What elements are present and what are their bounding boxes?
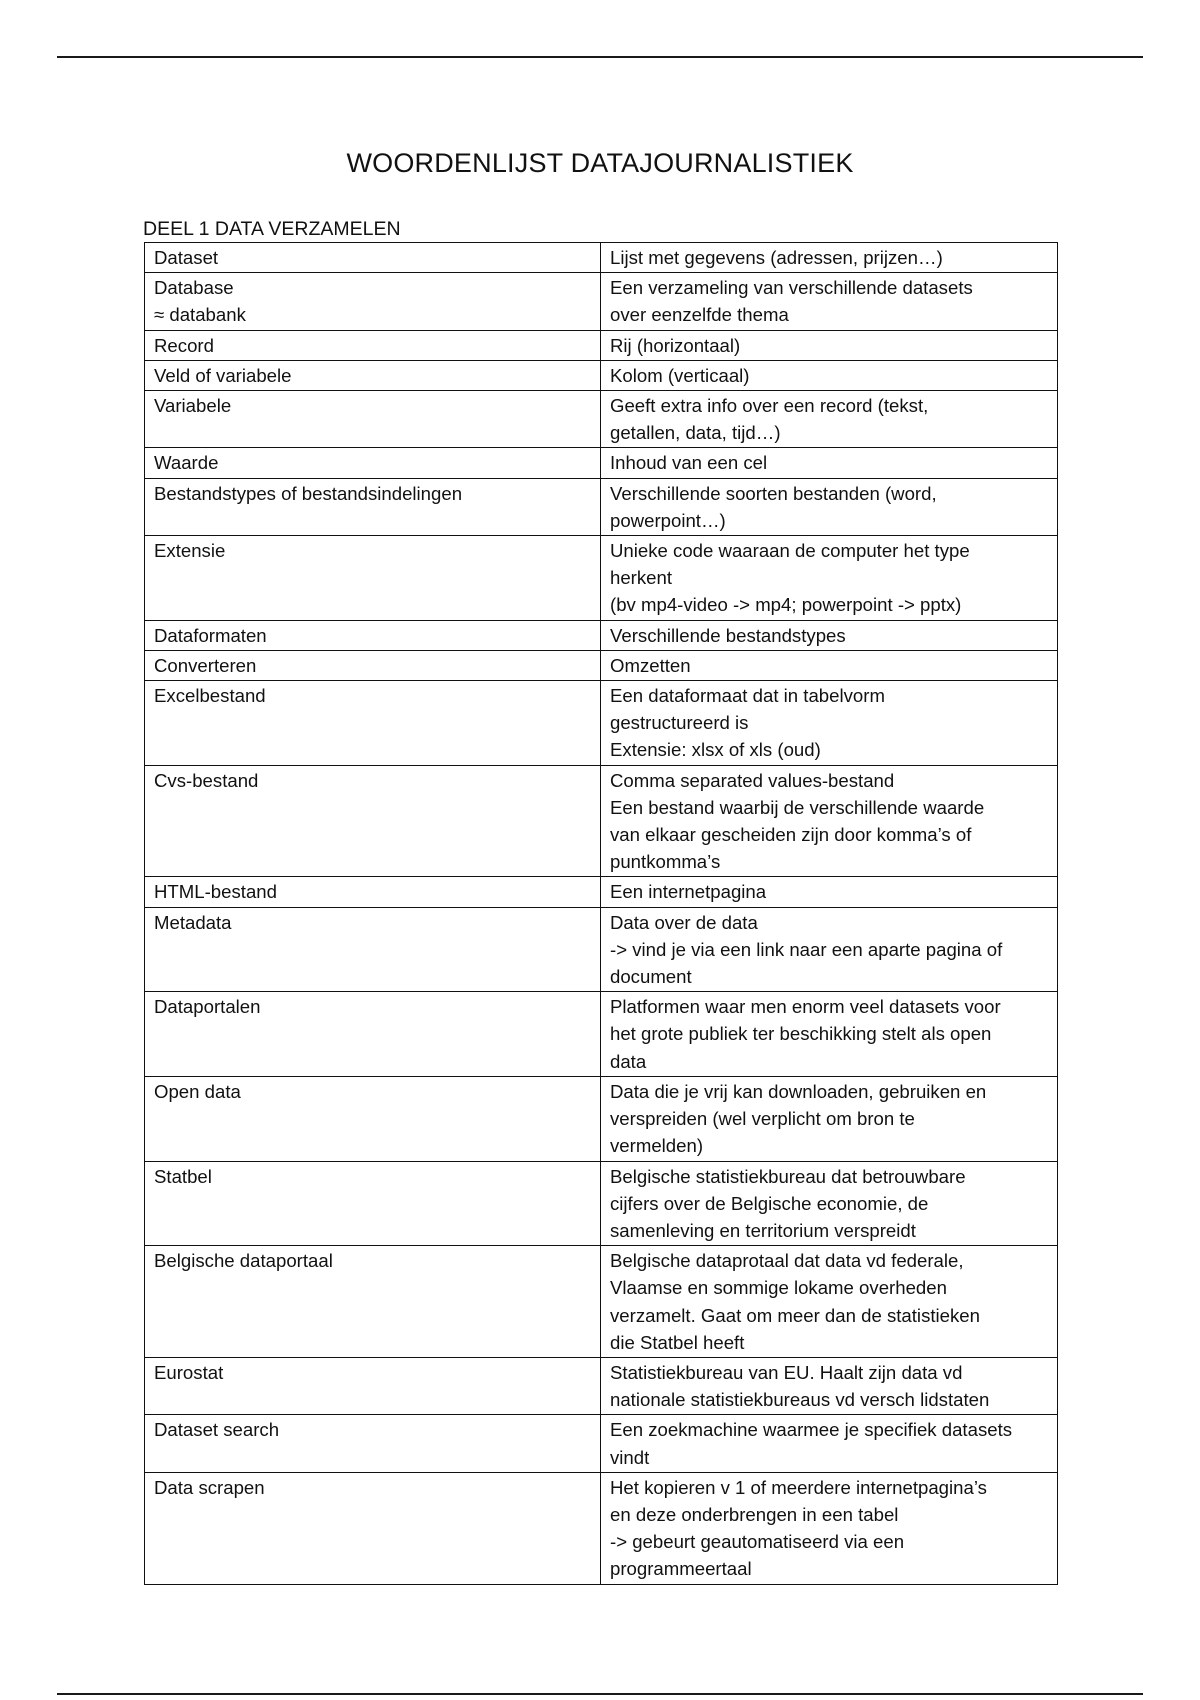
- glossary-row: [145, 1357, 1058, 1414]
- glossary-row: [145, 1246, 1058, 1358]
- definition-cell: [601, 536, 1058, 621]
- definition-line: Een dataformaat dat in tabelvorm: [610, 685, 885, 707]
- glossary-body: [145, 243, 1058, 1585]
- glossary-row: [145, 448, 1058, 478]
- definition-cell: [601, 1357, 1058, 1414]
- definition-cell: [601, 650, 1058, 680]
- term-cell: [145, 765, 601, 877]
- term-text: Eurostat: [154, 1361, 224, 1383]
- section-heading: DEEL 1 DATA VERZAMELEN: [143, 218, 401, 240]
- glossary-row: [145, 992, 1058, 1077]
- term-text: Database: [154, 277, 234, 299]
- term-cell: [145, 620, 601, 650]
- term-text: Variabele: [154, 395, 232, 417]
- term-cell: [145, 243, 601, 273]
- term-text: Dataformaten: [154, 624, 267, 646]
- term-text: Statbel: [154, 1165, 212, 1187]
- term-cell: [145, 448, 601, 478]
- term-text: Waarde: [154, 452, 219, 474]
- header-rule: [57, 56, 1143, 58]
- term-text: Record: [154, 334, 214, 356]
- definition-line: (bv mp4-video -> mp4; powerpoint -> pptx): [610, 594, 962, 616]
- definition-line: gestructureerd is: [610, 712, 749, 734]
- definition-line: samenleving en territorium verspreidt: [610, 1219, 916, 1241]
- term-text: Converteren: [154, 654, 257, 676]
- definition-line: die Statbel heeft: [610, 1331, 745, 1353]
- term-cell: [145, 1246, 601, 1358]
- term-cell: [145, 330, 601, 360]
- definition-line: Data die je vrij kan downloaden, gebruiken en: [610, 1080, 987, 1102]
- glossary-row: [145, 330, 1058, 360]
- term-cell: [145, 1161, 601, 1246]
- glossary-row: [145, 877, 1058, 907]
- term-text: Dataportalen: [154, 996, 261, 1018]
- definition-line: Inhoud van een cel: [610, 452, 768, 474]
- glossary-row: [145, 360, 1058, 390]
- definition-line: van elkaar gescheiden zijn door komma’s of: [610, 824, 972, 846]
- definition-line: Rij (horizontaal): [610, 334, 741, 356]
- glossary-row: [145, 1076, 1058, 1161]
- definition-cell: [601, 1415, 1058, 1472]
- definition-cell: [601, 877, 1058, 907]
- term-cell: [145, 273, 601, 330]
- glossary-row: [145, 1472, 1058, 1584]
- definition-line: en deze onderbrengen in een tabel: [610, 1503, 899, 1525]
- definition-cell: [601, 1161, 1058, 1246]
- term-text: HTML-bestand: [154, 881, 277, 903]
- definition-cell: [601, 360, 1058, 390]
- definition-line: puntkomma’s: [610, 851, 721, 873]
- definition-line: herkent: [610, 567, 673, 589]
- term-text: Belgische dataportaal: [154, 1250, 333, 1272]
- definition-line: Belgische dataprotaal dat data vd federale,: [610, 1250, 964, 1272]
- term-cell: [145, 1472, 601, 1584]
- term-text: Cvs-bestand: [154, 769, 259, 791]
- definition-cell: [601, 448, 1058, 478]
- term-cell: [145, 992, 601, 1077]
- glossary-row: [145, 243, 1058, 273]
- term-cell: [145, 478, 601, 535]
- definition-line: data: [610, 1050, 647, 1072]
- definition-line: Kolom (verticaal): [610, 364, 750, 386]
- definition-line: nationale statistiekbureaus vd versch lidstaten: [610, 1389, 990, 1411]
- term-cell: [145, 907, 601, 992]
- term-text: Bestandstypes of bestandsindelingen: [154, 482, 463, 504]
- glossary-row: [145, 650, 1058, 680]
- definition-line: programmeertaal: [610, 1558, 752, 1580]
- definition-line: Een bestand waarbij de verschillende waarde: [610, 796, 985, 818]
- definition-cell: [601, 1472, 1058, 1584]
- definition-cell: [601, 330, 1058, 360]
- term-text: Veld of variabele: [154, 364, 292, 386]
- definition-line: Lijst met gegevens (adressen, prijzen…): [610, 247, 943, 268]
- definition-line: Extensie: xlsx of xls (oud): [610, 739, 821, 761]
- definition-line: Statistiekbureau van EU. Haalt zijn data vd: [610, 1361, 963, 1383]
- term-cell: [145, 360, 601, 390]
- definition-cell: [601, 907, 1058, 992]
- definition-line: over eenzelfde thema: [610, 304, 789, 326]
- glossary-row: [145, 273, 1058, 330]
- definition-line: Verschillende soorten bestanden (word,: [610, 482, 937, 504]
- term-text: Open data: [154, 1080, 241, 1102]
- definition-line: Platformen waar men enorm veel datasets voor: [610, 996, 1001, 1018]
- definition-cell: [601, 992, 1058, 1077]
- term-cell: [145, 1415, 601, 1472]
- definition-line: Een zoekmachine waarmee je specifiek datasets: [610, 1419, 1013, 1441]
- term-text: Dataset: [154, 247, 219, 268]
- document-title: WOORDENLIJST DATAJOURNALISTIEK: [346, 148, 854, 178]
- term-text: Extensie: [154, 540, 226, 562]
- glossary-row: [145, 391, 1058, 448]
- definition-cell: [601, 273, 1058, 330]
- glossary-table: [144, 242, 1058, 1585]
- glossary-row: [145, 765, 1058, 877]
- definition-line: Data over de data: [610, 911, 758, 933]
- glossary-row: [145, 536, 1058, 621]
- definition-line: Omzetten: [610, 654, 691, 676]
- definition-cell: [601, 681, 1058, 766]
- definition-line: verzamelt. Gaat om meer dan de statistieken: [610, 1304, 980, 1326]
- definition-line: getallen, data, tijd…): [610, 422, 781, 444]
- definition-line: Een internetpagina: [610, 881, 767, 903]
- definition-line: vindt: [610, 1446, 650, 1468]
- definition-line: Geeft extra info over een record (tekst,: [610, 395, 929, 417]
- term-cell: [145, 877, 601, 907]
- glossary-row: [145, 1415, 1058, 1472]
- definition-line: Unieke code waaraan de computer het type: [610, 540, 970, 562]
- glossary-row: [145, 1161, 1058, 1246]
- glossary-row: [145, 907, 1058, 992]
- definition-line: verspreiden (wel verplicht om bron te: [610, 1108, 915, 1130]
- term-cell: [145, 1357, 601, 1414]
- term-text: Metadata: [154, 911, 232, 933]
- term-cell: [145, 391, 601, 448]
- definition-line: het grote publiek ter beschikking stelt als open: [610, 1023, 992, 1045]
- definition-line: Het kopieren v 1 of meerdere internetpagina’s: [610, 1476, 987, 1498]
- glossary-row: [145, 620, 1058, 650]
- definition-line: powerpoint…): [610, 509, 726, 531]
- footer-rule: [57, 1693, 1143, 1695]
- definition-line: vermelden): [610, 1135, 704, 1157]
- term-text: Dataset search: [154, 1419, 280, 1441]
- definition-cell: [601, 620, 1058, 650]
- definition-line: document: [610, 966, 692, 988]
- definition-line: Comma separated values-bestand: [610, 769, 895, 791]
- definition-line: Belgische statistiekbureau dat betrouwbare: [610, 1165, 966, 1187]
- definition-line: Een verzameling van verschillende datasets: [610, 277, 973, 299]
- glossary-row: [145, 478, 1058, 535]
- term-cell: [145, 1076, 601, 1161]
- term-cell: [145, 536, 601, 621]
- definition-line: -> gebeurt geautomatiseerd via een: [610, 1531, 905, 1553]
- definition-line: -> vind je via een link naar een aparte pagina of: [610, 938, 1003, 960]
- definition-cell: [601, 478, 1058, 535]
- definition-line: Vlaamse en sommige lokame overheden: [610, 1277, 947, 1299]
- definition-line: Verschillende bestandstypes: [610, 624, 846, 646]
- term-cell: [145, 681, 601, 766]
- term-text: ≈ databank: [154, 304, 246, 326]
- definition-cell: [601, 1076, 1058, 1161]
- term-text: Data scrapen: [154, 1476, 265, 1498]
- definition-line: cijfers over de Belgische economie, de: [610, 1192, 929, 1214]
- definition-cell: [601, 765, 1058, 877]
- definition-cell: [601, 243, 1058, 273]
- definition-cell: [601, 391, 1058, 448]
- term-text: Excelbestand: [154, 685, 266, 707]
- term-cell: [145, 650, 601, 680]
- glossary-row: [145, 681, 1058, 766]
- definition-cell: [601, 1246, 1058, 1358]
